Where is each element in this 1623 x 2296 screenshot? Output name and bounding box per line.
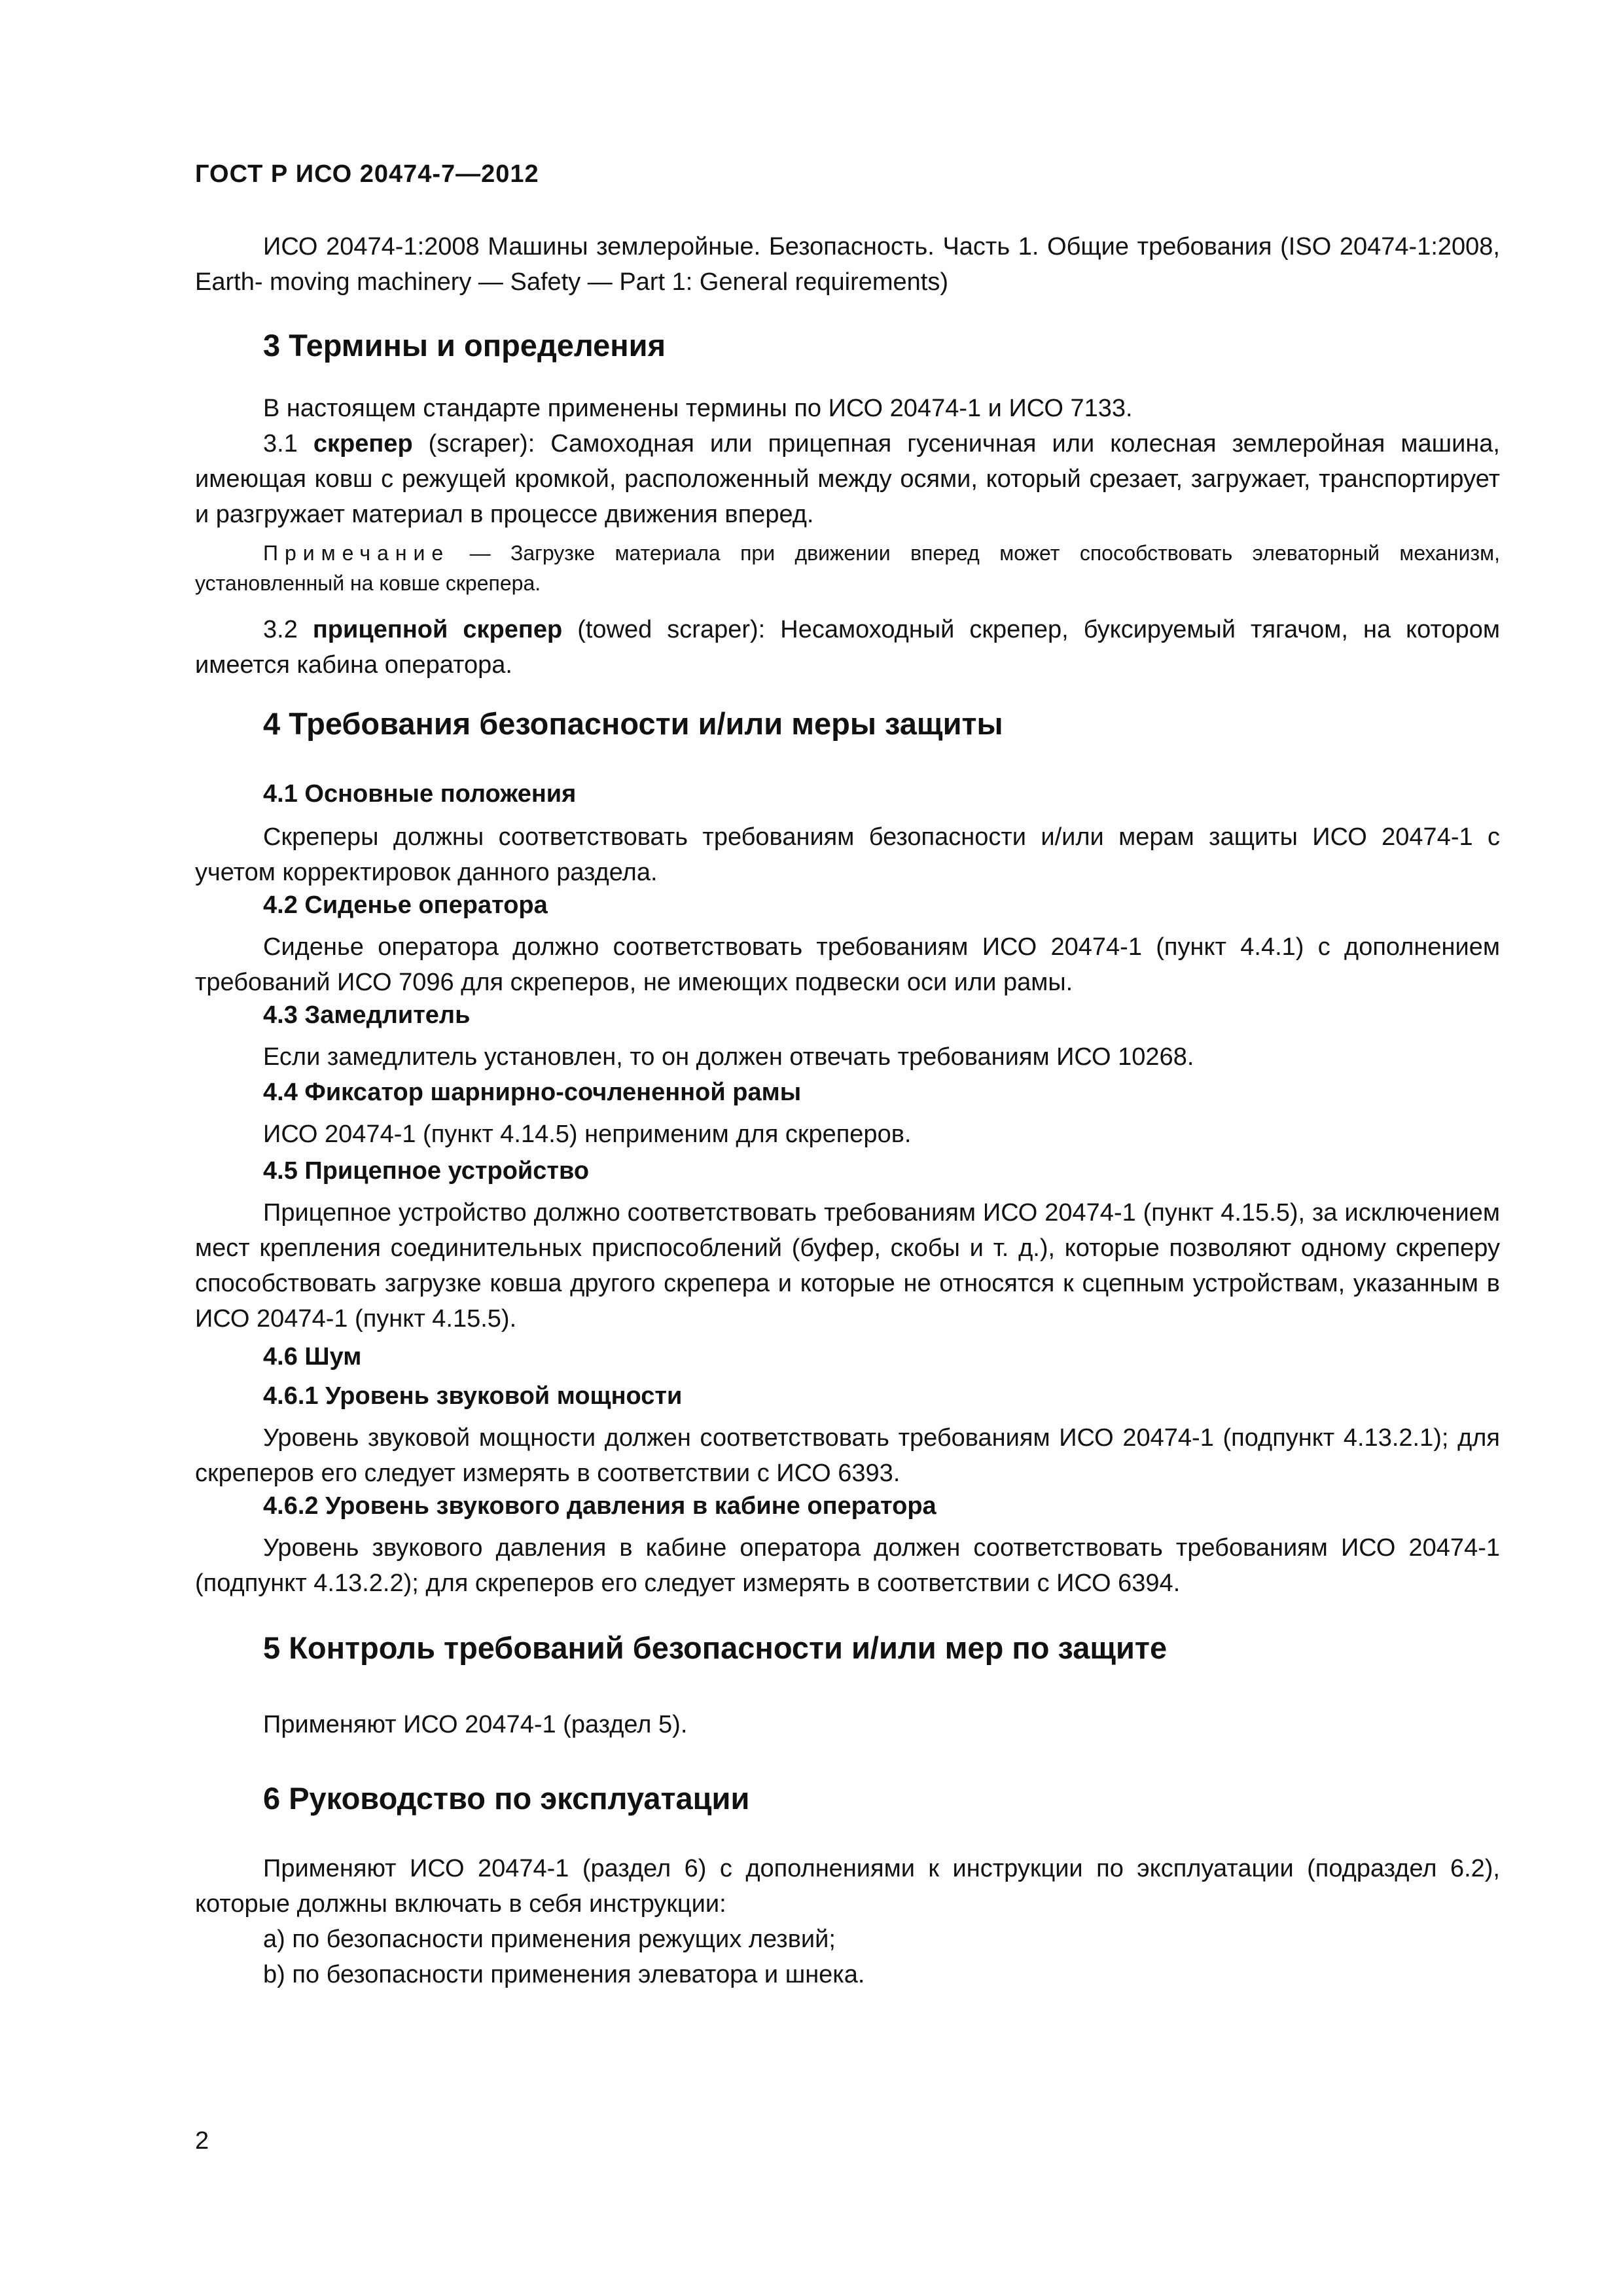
- subsection-4-4-title: 4.4 Фиксатор шарнирно-сочлененной рамы: [263, 1079, 802, 1106]
- subsection-4-6-1-title: 4.6.1 Уровень звуковой мощности: [263, 1382, 683, 1410]
- term-3-1-note: [195, 538, 1500, 598]
- note-text: — Загрузке материала при движении вперед может способствовать элеваторный механизм, установленный на ковше скрепера.: [195, 541, 1500, 595]
- term-3-1-definition: (scraper): Самоходная или прицепная гусеничная или колесная землеройная машина, имеющая ковш с режущей кромкой, расположенный между осями, который срезает, загружает, транспортирует и разгружает материал в процессе движения вперед.: [195, 430, 1500, 528]
- subsection-4-4-text: ИСО 20474-1 (пункт 4.14.5) неприменим для скреперов.: [263, 1121, 912, 1148]
- subsection-4-1-text: Скреперы должны соответствовать требованиям безопасности и/или мерам защиты ИСО 20474-1 с учетом корректировок данного раздела.: [195, 823, 1500, 886]
- subsection-4-2-text: Сиденье оператора должно соответствовать требованиям ИСО 20474-1 (пункт 4.4.1) с дополнением требований ИСО 7096 для скреперов, не имеющих подвески оси или рамы.: [195, 933, 1500, 996]
- section-3-intro: В настоящем стандарте применены термины по ИСО 20474-1 и ИСО 7133.: [263, 395, 1133, 422]
- section-5-title: 5 Контроль требований безопасности и/или мер по защите: [263, 1630, 1168, 1665]
- subsection-4-6-2-title: 4.6.2 Уровень звукового давления в кабине оператора: [263, 1492, 936, 1520]
- subsection-4-3-title: 4.3 Замедлитель: [263, 1001, 471, 1029]
- normative-reference: ИСО 20474-1:2008 Машины землеройные. Безопасность. Часть 1. Общие требования (ISO 20474-1:2008, Earth- moving machinery — Safety — Part 1: General requirements): [195, 233, 1500, 296]
- list-item-b: b) по безопасности применения элеватора и шнека.: [263, 1961, 865, 1988]
- section-3-title: 3 Термины и определения: [263, 328, 666, 363]
- section-6-text: Применяют ИСО 20474-1 (раздел 6) с дополнениями к инструкции по эксплуатации (подраздел 6.2), которые должны включать в себя инструкции:: [195, 1855, 1500, 1918]
- subsection-4-3-text: Если замедлитель установлен, то он должен отвечать требованиям ИСО 10268.: [263, 1043, 1194, 1071]
- term-3-2: [195, 612, 1500, 683]
- subsection-4-1-title: 4.1 Основные положения: [263, 780, 577, 808]
- section-4-title: 4 Требования безопасности и/или меры защиты: [263, 706, 1003, 741]
- subsection-4-5-text: Прицепное устройство должно соответствовать требованиям ИСО 20474-1 (пункт 4.15.5), за исключением мест крепления соединительных приспособлений (буфер, скобы и т. д.), которые позволяют одному скреперу способствовать загрузке ковша другого скрепера и которые не относятся к сцепным устройствам, указанным в ИСО 20474-1 (пункт 4.15.5).: [195, 1199, 1500, 1333]
- note-label: Примечание: [263, 541, 450, 565]
- term-3-2-term: прицепной скрепер: [312, 616, 563, 643]
- term-3-2-number: 3.2: [263, 616, 298, 643]
- term-3-1: [195, 426, 1500, 532]
- subsection-4-6-1-text: Уровень звуковой мощности должен соответствовать требованиям ИСО 20474-1 (подпункт 4.13.2.1); для скреперов его следует измерять в соответствии с ИСО 6393.: [195, 1424, 1500, 1487]
- document-header: ГОСТ Р ИСО 20474-7—2012: [195, 160, 539, 188]
- term-3-2-definition: (towed scraper): Несамоходный скрепер, буксируемый тягачом, на котором имеется кабина оператора.: [195, 616, 1500, 679]
- section-5-text: Применяют ИСО 20474-1 (раздел 5).: [263, 1711, 688, 1738]
- subsection-4-5-title: 4.5 Прицепное устройство: [263, 1157, 590, 1185]
- list-item-a: a) по безопасности применения режущих лезвий;: [263, 1926, 836, 1953]
- subsection-4-6-title: 4.6 Шум: [263, 1343, 362, 1371]
- term-3-1-number: 3.1: [263, 430, 298, 457]
- section-6-title: 6 Руководство по эксплуатации: [263, 1781, 750, 1816]
- subsection-4-6-2-text: Уровень звукового давления в кабине оператора должен соответствовать требованиям ИСО 20474-1 (подпункт 4.13.2.2); для скреперов его следует измерять в соответствии с ИСО 6394.: [195, 1534, 1500, 1597]
- page-number: 2: [195, 2127, 209, 2155]
- term-3-1-term: скрепер: [313, 430, 413, 457]
- subsection-4-2-title: 4.2 Сиденье оператора: [263, 891, 548, 919]
